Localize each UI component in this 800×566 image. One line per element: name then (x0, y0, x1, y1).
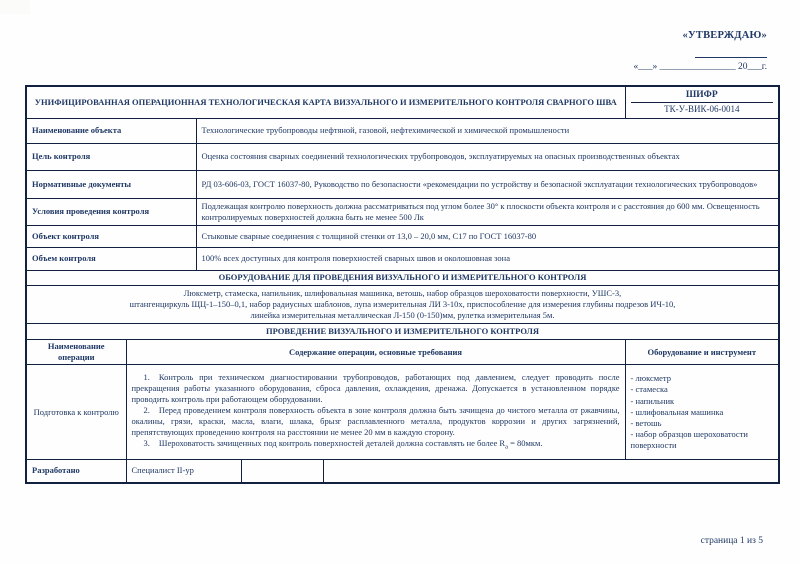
developed-row (26, 460, 779, 483)
cipher-value: ТК-У-ВИК-06-0014 (664, 104, 740, 115)
approval-date-line: «___» ________________ 20___г. (633, 62, 767, 72)
info-value: Подлежащая контролю поверхность должна рассматриваться под углом более 30° к плоскости объекта контроля и с расстояния до 600 мм. Освещенность контролируемых поверхностей должна быть не менее 500 Лк (196, 199, 779, 226)
page-number: страница 1 из 5 (700, 536, 763, 546)
info-label: Объем контроля (26, 248, 196, 271)
tool-item: - стамеска (630, 384, 668, 395)
tool-item: - набор образцов шероховатости поверхности (630, 428, 748, 450)
procedure-section-header-row (26, 324, 779, 340)
scan-artifact (0, 0, 30, 14)
item-text-tail: = 80мкм. (507, 438, 543, 449)
info-row-control-goal (26, 144, 779, 171)
developed-empty-cell-wide (323, 460, 779, 483)
info-label: Наименование объекта (26, 119, 196, 144)
item-number: 2. (143, 405, 150, 416)
tool-item: - напильник (630, 395, 675, 406)
info-value: Технологические трубопроводы нефтяной, газовой, нефтехимической и химической промышлености (196, 119, 779, 144)
info-value: Стыковые сварные соединения с толщиной стенки от 13,0 – 20,0 мм, С17 по ГОСТ 16037-80 (196, 226, 779, 248)
equipment-section-header-row (26, 271, 779, 286)
equipment-list (26, 286, 779, 324)
procedure-row-preparation (26, 365, 779, 460)
info-row-control-conditions (26, 199, 779, 226)
operation-item-1 (132, 372, 620, 405)
title-row (26, 86, 779, 119)
column-header-content: Содержание операции, основные требования (126, 340, 625, 365)
developed-specialist: Специалист II-ур (126, 460, 241, 483)
operation-item-3 (132, 438, 620, 452)
equipment-list-row (26, 286, 779, 324)
operation-name: Подготовка к контролю (26, 365, 126, 460)
operation-content (126, 365, 625, 460)
developed-label: Разработано (26, 460, 126, 483)
info-value: Оценка состояния сварных соединений технологических трубопроводов, эксплуатируемых на опасных производственных объектах (196, 144, 779, 171)
info-row-control-volume (26, 248, 779, 271)
developed-empty-cell (241, 460, 323, 483)
roughness-subscript: a (505, 443, 508, 451)
equipment-line: линейка измерительная металлическая Л-150 (0-150)мм, рулетка измерительная 5м. (250, 310, 555, 321)
cipher-label: ШИФР (631, 88, 774, 103)
equipment-line: штангенциркуль ЩЦ-1–150–0,1, набор радиусных шаблонов, лупа измерительная ЛИ 3-10х, приспособление для измерения глубины подрезов ИЧ-10, (129, 298, 676, 309)
item-text: Перед проведением контроля поверхность объекта в зоне контроля должна быть зачищена до чистого металла от ржавчины, окалины, грязи, краски, масла, влаги, шлака, брызг расплавленного металла, продуктов коррозии и других загрязнений, препятствующих проведению контроля на расстоянии не менее 20 мм в каждую сторону. (131, 405, 620, 438)
info-label: Условия проведения контроля (26, 199, 196, 226)
info-label: Объект контроля (26, 226, 196, 248)
approve-label: «УТВЕРЖДАЮ» (682, 30, 767, 41)
tool-item: - шлифовальная машинка (630, 406, 724, 417)
procedure-section-header: ПРОВЕДЕНИЕ ВИЗУАЛЬНОГО И ИЗМЕРИТЕЛЬНОГО КОНТРОЛЯ (26, 324, 779, 340)
info-value: РД 03-606-03, ГОСТ 16037-80, Руководство по безопасности «рекомендации по устройству и безопасной эксплуатации технологических трубопроводов» (196, 171, 779, 199)
procedure-columns-row (26, 340, 779, 365)
item-number: 3. (143, 438, 150, 449)
operation-item-2 (132, 405, 620, 438)
signature-line (695, 50, 767, 58)
item-text: Контроль при техническом диагностировании трубопроводов, работающих под давлением, следует проводить после прекращения работы указанного оборудования, сброса давления, охлаждения, дренажа. Допускается в установленном порядке проводить контроль при работающем оборудовании. (131, 371, 620, 404)
column-header-operation: Наименование операции (26, 340, 126, 365)
item-number: 1. (143, 371, 150, 382)
cipher-cell (625, 86, 779, 119)
equipment-section-header: ОБОРУДОВАНИЕ ДЛЯ ПРОВЕДЕНИЯ ВИЗУАЛЬНОГО И ИЗМЕРИТЕЛЬНОГО КОНТРОЛЯ (26, 271, 779, 286)
info-row-object-name (26, 119, 779, 144)
info-label: Нормативные документы (26, 171, 196, 199)
tool-item: - ветошь (630, 417, 662, 428)
tools-list (625, 365, 779, 460)
info-row-normative-docs (26, 171, 779, 199)
tool-item: - люксметр (630, 373, 671, 384)
technology-card-table (25, 85, 780, 484)
info-value: 100% всех доступных для контроля поверхностей сварных швов и околошовная зона (196, 248, 779, 271)
column-header-tools: Оборудование и инструмент (625, 340, 779, 365)
item-text: Шероховатость зачищенных под контроль поверхностей деталей должна составлять не более R (158, 438, 506, 449)
info-row-control-object (26, 226, 779, 248)
info-label: Цель контроля (26, 144, 196, 171)
equipment-line: Люксметр, стамеска, напильник, шлифовальная машинка, ветошь, набор образцов шероховатости поверхности, УШС-3, (183, 287, 622, 298)
document-title: УНИФИЦИРОВАННАЯ ОПЕРАЦИОННАЯ ТЕХНОЛОГИЧЕСКАЯ КАРТА ВИЗУАЛЬНОГО И ИЗМЕРИТЕЛЬНОГО КОНТРОЛЯ СВАРНОГО ШВА (26, 86, 625, 119)
